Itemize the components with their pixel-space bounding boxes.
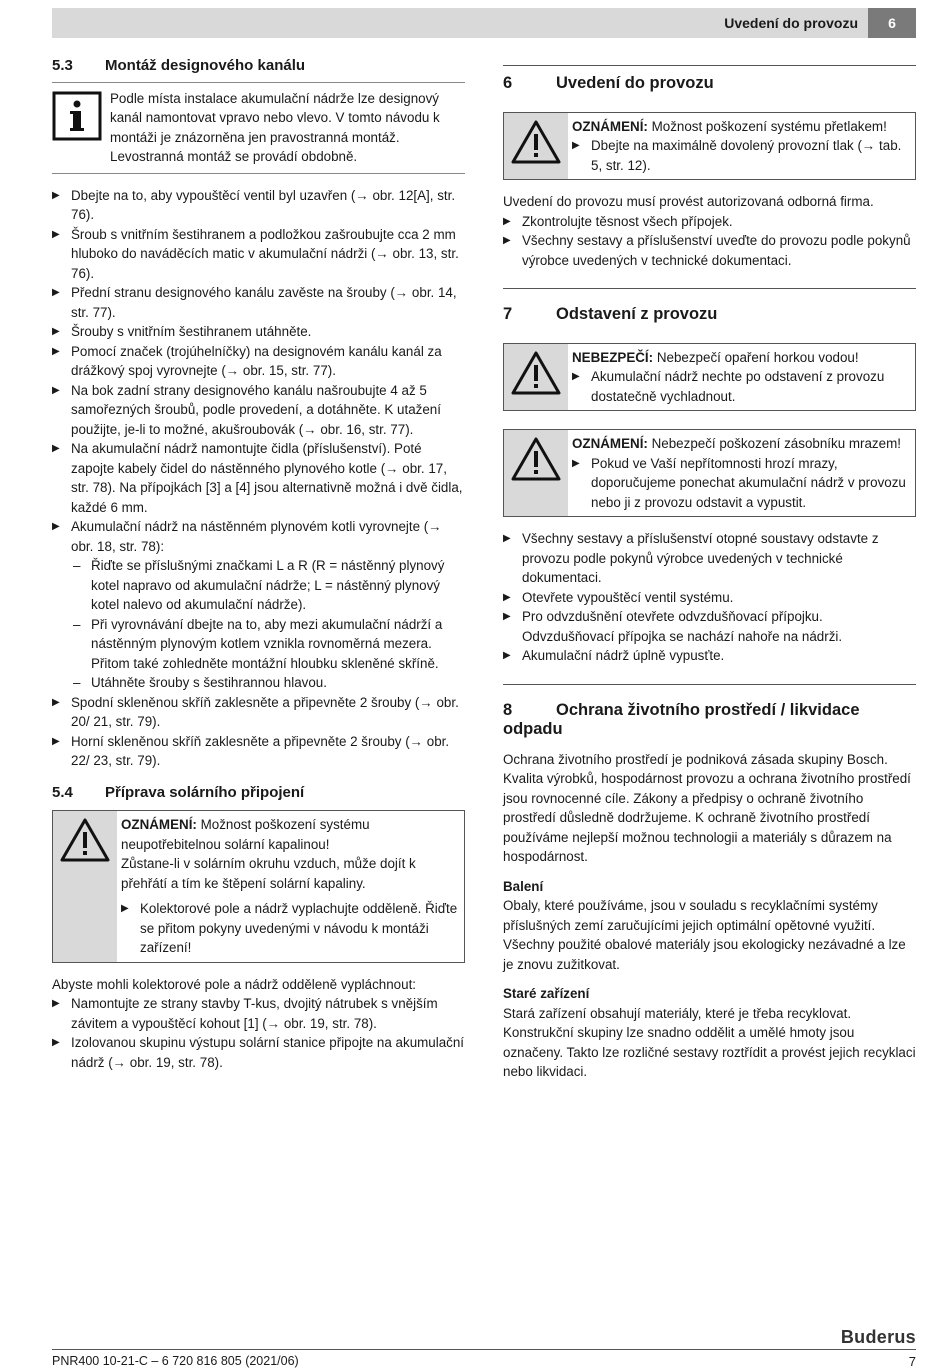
list-item: ▶ Šrouby s vnitřním šestihranem utáhněte. — [52, 322, 465, 342]
list-item: ▶ Zkontrolujte těsnost všech přípojek. — [503, 212, 916, 232]
list-item: ▶ Dbejte na to, aby vypouštěcí ventil byl uzavřen (→ obr. 12[A], str. 76). — [52, 186, 465, 225]
list-item: ▶ Pomocí značek (trojúhelníčky) na designovém kanálu kanál za drážkový spoj vyrovnejte (→ obr. 15, str. 77). — [52, 342, 465, 381]
footer-divider — [52, 1349, 916, 1350]
list-item: ▶ Pro odvzdušnění otevřete odvzdušňovací přípojku. Odvzdušňovací přípojka se nachází nahoře na nádrži. — [503, 607, 916, 646]
list-item: – Při vyrovnávání dbejte na to, aby mezi akumulační nádrží a nástěnným plynovým kotlem vznikla rovnoměrná mezera. Přitom také zohledněte montážní hloubku skleněné skříně. — [71, 615, 465, 674]
page-number: 7 — [908, 1354, 916, 1369]
list-item: ▶ Dbejte na maximálně dovolený provozní tlak (→ tab. 5, str. 12). — [572, 136, 911, 175]
section-title: 8 Ochrana životního prostředí / likvidace odpadu — [503, 684, 916, 750]
list-item: ▶ Spodní skleněnou skříň zaklesněte a připevněte 2 šrouby (→ obr. 20/ 21, str. 79). — [52, 693, 465, 732]
list-item: ▶ Šroub s vnitřním šestihranem a podložkou zašroubujte cca 2 mm hluboko do naváděcích matic v akumulační nádrži (→ obr. 13, str. 76). — [52, 225, 465, 284]
warning-triangle-icon — [53, 811, 117, 962]
list-item: ▶ Všechny sestavy a příslušenství otopné soustavy odstavte z provozu podle pokynů výrobce uvedených v technické dokumentaci. — [503, 529, 916, 588]
chapter-number: 6 — [868, 8, 916, 38]
info-icon — [52, 89, 110, 167]
document-number: PNR400 10-21-C – 6 720 816 805 (2021/06) — [52, 1354, 299, 1368]
notice-box: OZNÁMENÍ: Nebezpečí poškození zásobníku mrazem! ▶ Pokud ve Vaší nepřítomnosti hrozí mrazy, doporučujeme ponechat akumulační nádrž v provozu nebo ji z provozu odstavit a vypustit. — [503, 429, 916, 517]
right-column — [503, 65, 916, 1082]
warning-triangle-icon — [504, 430, 568, 516]
list-item: ▶ Všechny sestavy a příslušenství uveďte do provozu podle pokynů výrobce uvedených v technické dokumentaci. — [503, 231, 916, 270]
list-item: ▶ Přední stranu designového kanálu zavěste na šrouby (→ obr. 14, str. 77). — [52, 283, 465, 322]
list-item: ▶ Akumulační nádrž na nástěnném plynovém kotli vyrovnejte (→ obr. 18, str. 78): – Řiďte se příslušnými značkami L a R (R = nástěnný plynový kotel napravo od akumulační nádrže; L = nástěnný plynový kotel nalevo od akumulační nádrže). – Při vyrovnávání dbejte na to, aby mezi akumulační nádrží a nástěnným plynovým kotlem vznikla rovnoměrná mezera. Přitom také zohledněte montážní hloubku skleněné skříně. – Utáhněte šrouby s šestihrannou hlavou. — [52, 517, 465, 693]
notice-box: OZNÁMENÍ: Možnost poškození systému přetlakem! ▶ Dbejte na maximálně dovolený provozní tlak (→ tab. 5, str. 12). — [503, 112, 916, 181]
list-item: ▶ Na akumulační nádrž namontujte čidla (příslušenství). Poté zapojte kabely čidel do nástěnného plynového kotle (→ obr. 17, str. 78). Na přípojkách [3] a [4] jsou alternativně možná i dvě čidla, každé 6 mm. — [52, 439, 465, 517]
subheading: Staré zařízení — [503, 986, 590, 1001]
steps-list — [52, 186, 465, 771]
page-header — [52, 8, 916, 38]
paragraph: Uvedení do provozu musí provést autorizovaná odborná firma. — [503, 194, 874, 209]
list-item: ▶ Namontujte ze strany stavby T-kus, dvojitý nátrubek s vnějším závitem a vypouštěcí kohout [1] (→ obr. 19, str. 78). — [52, 994, 465, 1033]
list-item: ▶ Horní skleněnou skříň zaklesněte a připevněte 2 šrouby (→ obr. 22/ 23, str. 79). — [52, 732, 465, 771]
section-title: 5.3 Montáž designového kanálu — [52, 56, 465, 83]
danger-box: NEBEZPEČÍ: Nebezpečí opaření horkou vodou! ▶ Akumulační nádrž nechte po odstavení z provozu dostatečně vychladnout. — [503, 343, 916, 412]
subheading: Balení — [503, 878, 544, 894]
section-title: 5.4 Příprava solárního připojení — [52, 783, 305, 801]
notice-box: OZNÁMENÍ: Možnost poškození systému neupotřebitelnou solární kapalinou! Zůstane-li v solárním okruhu vzduch, může dojít k přehřátí a tím ke štěpení solární kapaliny. ▶ Kolektorové pole a nádrž vyplachujte odděleně. Řiďte se přitom pokyny uvedenými v návodu k montáži zařízení! — [52, 810, 465, 963]
list-item: ▶ Na bok zadní strany designového kanálu našroubujte 4 až 5 samořezných šroubů, podle provedení, a dotáhněte. K utažení použijte, je-li to možné, akušroubovák (→ obr. 16, str. 77). — [52, 381, 465, 440]
steps-list — [503, 212, 916, 271]
section-title: 7 Odstavení z provozu — [503, 288, 916, 335]
list-item: ▶ Kolektorové pole a nádrž vyplachujte odděleně. Řiďte se přitom pokyny uvedenými v návodu k montáži zařízení! — [121, 899, 460, 958]
paragraph: Ochrana životního prostředí je podniková zásada skupiny Bosch. Kvalita výrobků, hospodárnost provozu a ochrana životního prostředí jsou rovnocenné cíle. Zákony a předpisy o ochraně životního prostředí důsledně dodržujeme. K ochraně životního prostředí používáme nejlepší možnou technologii a materiály s důrazem na hospodárnost. — [503, 751, 911, 864]
list-item: – Utáhněte šrouby s šestihrannou hlavou. — [71, 673, 465, 693]
steps-list — [503, 529, 916, 666]
list-item: ▶ Akumulační nádrž nechte po odstavení z provozu dostatečně vychladnout. — [572, 367, 911, 406]
list-item: ▶ Izolovanou skupinu výstupu solární stanice připojte na akumulační nádrž (→ obr. 19, str. 78). — [52, 1033, 465, 1072]
steps-list — [52, 994, 465, 1072]
paragraph: Stará zařízení obsahují materiály, které je třeba recyklovat. Konstrukční skupiny lze snadno oddělit a umělé hmoty jsou označeny. Takto lze rozličné sestavy roztřídit a provést jejich recyklaci nebo likvidaci. — [503, 1005, 916, 1079]
list-item: ▶ Pokud ve Vaší nepřítomnosti hrozí mrazy, doporučujeme ponechat akumulační nádrž v provozu nebo ji z provozu odstavit a vypustit. — [572, 454, 911, 513]
info-note — [52, 83, 465, 174]
section-title: 6 Uvedení do provozu — [503, 65, 916, 104]
header-title: Uvedení do provozu — [724, 15, 858, 31]
left-column — [52, 56, 465, 1072]
warning-triangle-icon — [504, 344, 568, 411]
list-item: ▶ Akumulační nádrž úplně vypusťte. — [503, 646, 916, 666]
list-item: ▶ Otevřete vypouštěcí ventil systému. — [503, 588, 916, 608]
substeps-list — [71, 556, 465, 693]
paragraph: Abyste mohli kolektorové pole a nádrž odděleně vypláchnout: — [52, 976, 417, 992]
list-item: – Řiďte se příslušnými značkami L a R (R = nástěnný plynový kotel napravo od akumulační nádrže; L = nástěnný plynový kotel nalevo od akumulační nádrže). — [71, 556, 465, 615]
warning-triangle-icon — [504, 113, 568, 180]
brand-logo: Buderus — [840, 1327, 916, 1347]
info-text: Podle místa instalace akumulační nádrže lze designový kanál namontovat vpravo nebo vlevo. V tomto návodu k montáži je znázorněna jen pravostranná montáž. Levostranná montáž se provádí obdobně. — [110, 90, 440, 164]
paragraph: Obaly, které používáme, jsou v souladu s recyklačními systémy příslušných zemí zaručujícími jejich optimální opětovné využití. Všechny použité obalové materiály jsou ekologicky nezávadné a lze je znovu zužitkovat. — [503, 898, 906, 972]
